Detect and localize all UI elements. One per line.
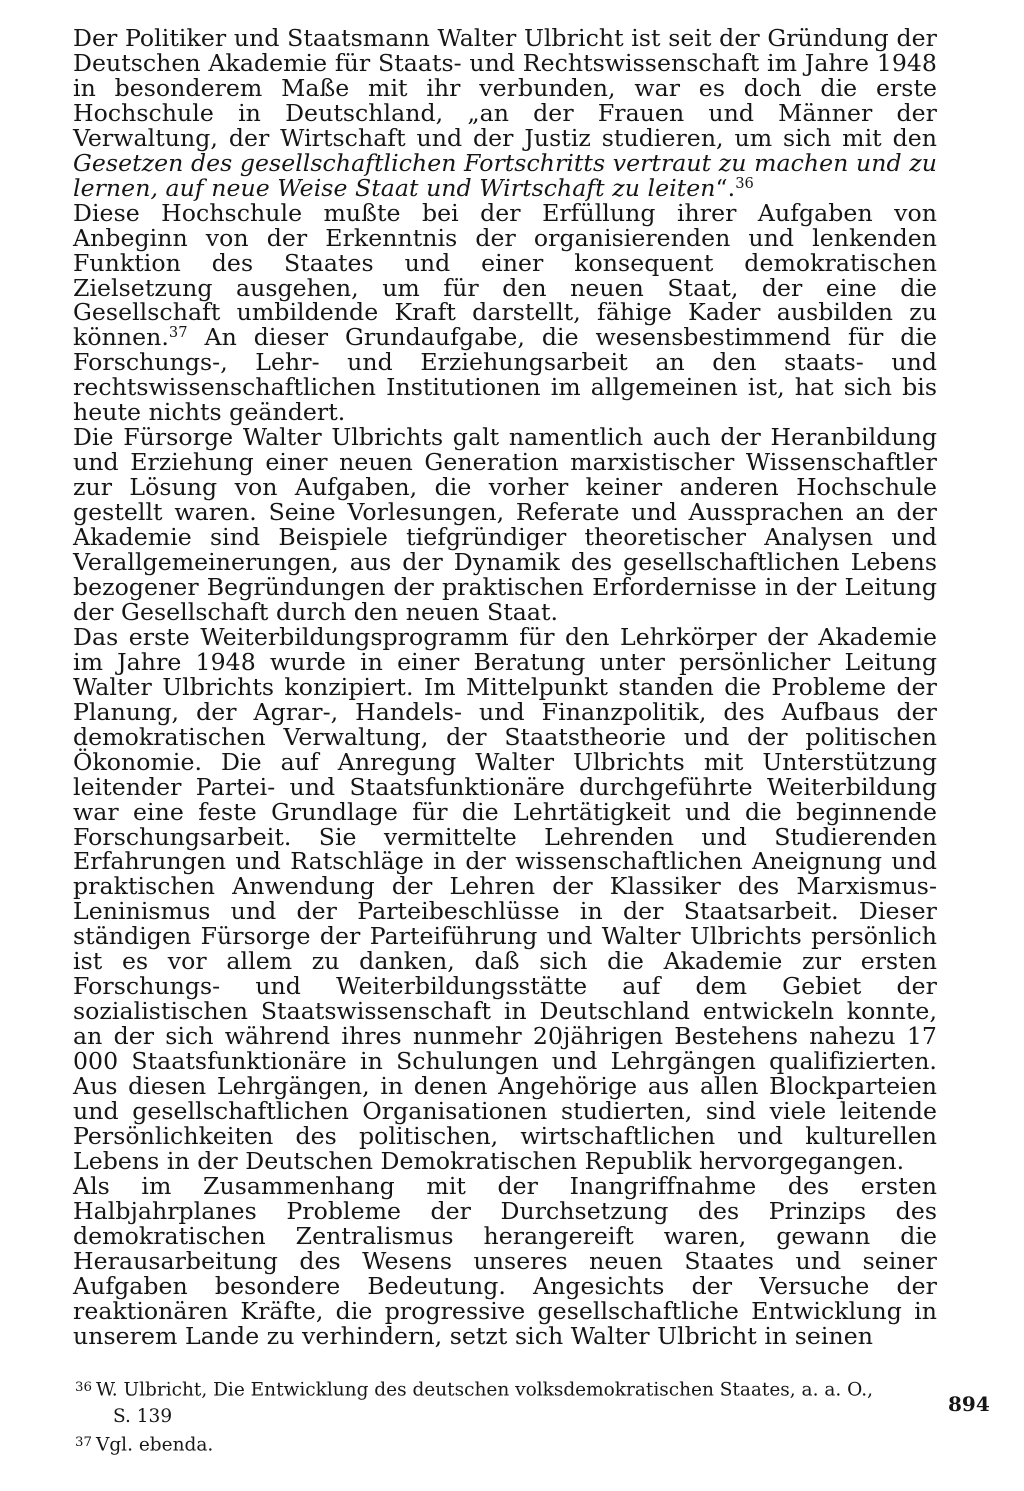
paragraph: Das erste Weiterbildungsprogramm für den Lehrkörper der Akademie im Jahre 1948 wurde in einer Beratung unter persönlicher Leitung Walter Ulbrichts konzipiert. Im Mittelpunkt standen die Probleme der Planung, der Agrar-, Handels- und Finanzpolitik, des Aufbaus der demokratischen Verwaltung, der Staatstheorie und der politischen Ökonomie. Die auf Anregung Walter Ulbrichts mit Unterstützung leitender Partei- und Staatsfunktionäre durchgeführte Weiterbildung war eine feste Grundlage für die Lehrtätigkeit und die beginnende Forschungsarbeit. Sie vermittelte Lehrenden und Studierenden Erfahrungen und Ratschläge in der wissenschaftlichen Aneignung und praktischen Anwendung der Lehren der Klassiker des Marxismus-Leninismus und der Parteibeschlüsse in der Staatsarbeit. Dieser ständigen Fürsorge der Parteiführung und Walter Ulbrichts persönlich ist es vor allem zu danken, daß sich die Akademie zur ersten Forschungs- und Weiterbildungsstätte auf dem Gebiet der sozialistischen Staatswissenschaft in Deutschland entwickeln konnte, an der sich während ihres nunmehr 20jährigen Bestehens nahezu 17 000 Staatsfunktionäre in Schulungen und Lehrgängen qualifizierten. Aus diesen Lehrgängen, in denen Angehörige aus allen Blockparteien und gesellschaftlichen Organisationen studierten, sind viele leitende Persönlichkeiten des politischen, wirtschaftlichen und kulturellen Lebens in der Deutschen Demokratischen Republik hervorgegangen.	[73, 622, 937, 1175]
italic-quote: Gesetzen des gesellschaftlichen Fortschritts vertraut zu machen und zu lernen, auf neue Weise Staat und Wirtschaft zu leiten	[73, 148, 937, 202]
footnote-text: Vgl. ebenda.	[95, 1434, 214, 1456]
footnote-number: 36	[75, 1380, 92, 1395]
footnote-ref: 37	[168, 324, 188, 342]
footnote-number: 37	[75, 1434, 92, 1450]
footnote-ref: 36	[735, 174, 754, 192]
main-text	[73, 26, 937, 1349]
paragraph: Als im Zusammenhang mit der Inangriffnahme des ersten Halbjahrplanes Probleme der Durchsetzung des Prinzips des demokratischen Zentralismus herangereift waren, gewann die Herausarbeitung des Wesens unseres neuen Staates und seiner Aufgaben besondere Bedeutung. Angesichts der Versuche der reaktionären Kräfte, die progressive gesellschaftliche Entwicklung in unserem Lande zu verhindern, setzt sich Walter Ulbricht in seinen	[73, 1171, 937, 1350]
footnotes	[75, 1375, 935, 1458]
footnote-text: W. Ulbricht, Die Entwicklung des deutschen volksdemokratischen Staates, a. a. O.,	[95, 1379, 873, 1401]
footnote	[75, 1375, 935, 1404]
footnote	[75, 1430, 935, 1459]
footnote-continuation: S. 139	[113, 1405, 173, 1427]
paragraph: Der Politiker und Staatsmann Walter Ulbricht ist seit der Gründung der Deutschen Akademie für Staats- und Rechtswissenschaft im Jahre 1948 in besonderem Maße mit ihr verbunden, war es doch die erste Hochschule in Deutschland, „an der Frauen und Männer der Verwaltung, der Wirtschaft und der Justiz studieren, um sich mit den Gesetzen des gesellschaftlichen Fortschritts vertraut zu machen und zu lernen, auf neue Weise Staat und Wirtschaft zu leiten“.$^{36}$	[73, 24, 937, 202]
paragraph: Die Fürsorge Walter Ulbrichts galt namentlich auch der Heranbildung und Erziehung einer neuen Generation marxistischer Wissenschaftler zur Lösung von Aufgaben, die vorher keiner anderen Hochschule gestellt waren. Seine Vorlesungen, Referate und Aussprachen an der Akademie sind Beispiele tiefgründiger theoretischer Analysen und Verallgemeinerungen, aus der Dynamik des gesellschaftlichen Lebens bezogener Begründungen der praktischen Erfordernisse in der Leitung der Gesellschaft durch den neuen Staat.	[73, 423, 937, 626]
paragraph: Diese Hochschule mußte bei der Erfüllung ihrer Aufgaben von Anbeginn von der Erkenntnis der organisierenden und lenkenden Funktion des Staates und einer konsequent demokratischen Zielsetzung ausgehen, um für den neuen Staat, der eine die Gesellschaft umbildende Kraft darstellt, fähige Kader ausbilden zu können.$^{37}$ An dieser Grundaufgabe, die wesensbestimmend für die Forschungs-, Lehr- und Erziehungsarbeit an den staats- und rechtswissenschaftlichen Institutionen im allgemeinen ist, hat sich bis heute nichts geändert.	[73, 198, 937, 427]
page-number: 894	[948, 1392, 990, 1416]
